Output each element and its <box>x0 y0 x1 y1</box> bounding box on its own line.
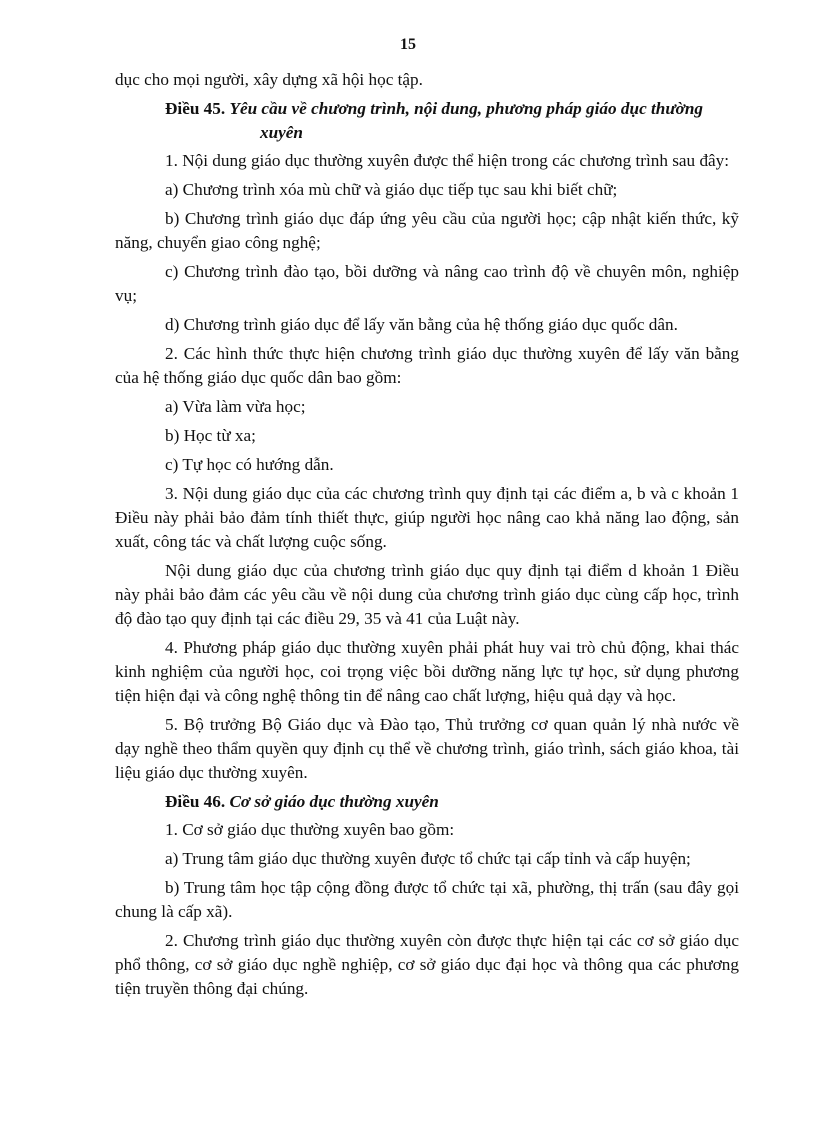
page-number: 15 <box>400 36 416 53</box>
article-45-heading <box>115 97 739 145</box>
article-45-paragraph: b) Học từ xa; <box>165 426 256 445</box>
article-45-title: Yêu cầu về chương trình, nội dung, phương pháp giáo dục thường xuyên <box>229 99 703 142</box>
article-46-paragraph: 1. Cơ sở giáo dục thường xuyên bao gồm: <box>165 820 455 839</box>
article-46-number: Điều 46. <box>165 792 226 811</box>
article-45-number: Điều 45. <box>165 99 226 118</box>
article-45-paragraph: c) Tự học có hướng dẫn. <box>165 455 334 474</box>
intro-line: dục cho mọi người, xây dựng xã hội học tập. <box>115 70 423 89</box>
article-45-paragraph: 1. Nội dung giáo dục thường xuyên được thể hiện trong các chương trình sau đây: <box>165 151 730 170</box>
article-46-paragraph: b) Trung tâm học tập cộng đồng được tổ chức tại xã, phường, thị trấn (sau đây gọi chung là cấp xã). <box>115 878 739 921</box>
article-46-paragraph: a) Trung tâm giáo dục thường xuyên được tổ chức tại cấp tỉnh và cấp huyện; <box>165 849 691 868</box>
article-45-paragraph: 2. Các hình thức thực hiện chương trình giáo dục thường xuyên để lấy văn bằng của hệ thống giáo dục quốc dân bao gồm: <box>115 344 739 387</box>
document-body <box>115 68 739 1006</box>
article-45-paragraph: 5. Bộ trưởng Bộ Giáo dục và Đào tạo, Thủ trưởng cơ quan quản lý nhà nước về dạy nghề theo thẩm quyền quy định cụ thể về chương trình, giáo trình, sách giáo khoa, tài liệu giáo dục thường xuyên. <box>115 715 739 782</box>
article-45-paragraph: a) Chương trình xóa mù chữ và giáo dục tiếp tục sau khi biết chữ; <box>165 180 618 199</box>
article-45-paragraph: Nội dung giáo dục của chương trình giáo dục quy định tại điểm d khoản 1 Điều này phải bảo đảm các yêu cầu về nội dung của chương trình giáo dục cùng cấp học, trình độ đào tạo quy định tại các điều 29, 35 và 41 của Luật này. <box>115 561 739 628</box>
article-45-paragraph: 3. Nội dung giáo dục của các chương trình quy định tại các điểm a, b và c khoản 1 Điều này phải bảo đảm tính thiết thực, giúp người học nâng cao khả năng lao động, sản xuất, công tác và chất lượng cuộc sống. <box>115 484 739 551</box>
article-45-paragraph: b) Chương trình giáo dục đáp ứng yêu cầu của người học; cập nhật kiến thức, kỹ năng, chuyển giao công nghệ; <box>115 209 739 252</box>
article-45-paragraph: 4. Phương pháp giáo dục thường xuyên phải phát huy vai trò chủ động, khai thác kinh nghiệm của người học, coi trọng việc bồi dưỡng năng lực tự học, sử dụng phương tiện hiện đại và công nghệ thông tin để nâng cao chất lượng, hiệu quả dạy và học. <box>115 638 739 705</box>
article-46-heading <box>115 790 739 814</box>
article-45-paragraph: c) Chương trình đào tạo, bồi dưỡng và nâng cao trình độ về chuyên môn, nghiệp vụ; <box>115 262 739 305</box>
article-46-title: Cơ sở giáo dục thường xuyên <box>229 792 439 811</box>
article-46-paragraph: 2. Chương trình giáo dục thường xuyên còn được thực hiện tại các cơ sở giáo dục phổ thông, cơ sở giáo dục nghề nghiệp, cơ sở giáo dục đại học và thông qua các phương tiện truyền thông đại chúng. <box>115 931 739 998</box>
article-45-paragraph: d) Chương trình giáo dục để lấy văn bằng của hệ thống giáo dục quốc dân. <box>165 315 678 334</box>
article-45-paragraph: a) Vừa làm vừa học; <box>165 397 306 416</box>
